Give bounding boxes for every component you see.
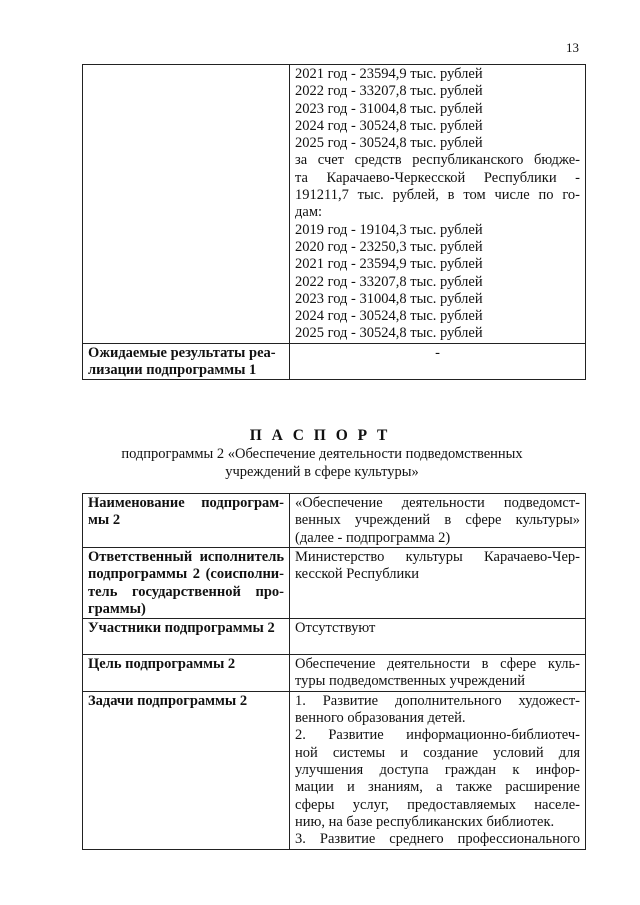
text-line: венного образования детей. — [295, 710, 466, 727]
text-line: сферы услуг, предоставляемых населе- — [295, 796, 580, 813]
table-row — [83, 691, 586, 849]
table-row — [83, 619, 586, 655]
text-line: подпрограммы 2 (соисполни- — [88, 566, 284, 583]
expected-results-value: - — [290, 343, 586, 380]
text-line: Наименование подпрограм- — [88, 495, 284, 511]
text-line: граммы) — [88, 600, 146, 617]
text-line: лизации подпрограммы 1 — [88, 362, 257, 379]
passport-table — [82, 493, 586, 850]
table-cell-label-empty — [83, 65, 290, 344]
funding-table-continued — [82, 64, 586, 380]
text-line: 2. Развитие информационно-библиотеч- — [295, 727, 580, 744]
funding-by-year-cell — [290, 65, 586, 344]
table-row — [83, 494, 586, 548]
text-line: «Обеспечение деятельности подведомст- — [295, 495, 580, 511]
text-line: 3. Развитие среднего профессионального — [295, 831, 580, 848]
text-line: 2022 год - 33207,8 тыс. рублей — [295, 83, 483, 100]
text-line: Ответственный исполнитель — [88, 549, 284, 565]
text-line: тель государственной про- — [88, 583, 284, 600]
text-line: дам: — [295, 204, 323, 221]
text-line: 2023 год - 31004,8 тыс. рублей — [295, 290, 483, 307]
table-row — [83, 548, 586, 619]
text-line: 2023 год - 31004,8 тыс. рублей — [295, 100, 483, 117]
passport-subtitle — [112, 446, 532, 481]
executor-value — [290, 548, 586, 619]
text-line: ной системы и создание условий для — [295, 744, 580, 761]
text-line: Ожидаемые результаты реа- — [88, 344, 276, 361]
text-line: 2019 год - 19104,3 тыс. рублей — [295, 221, 483, 238]
tasks-value — [290, 691, 586, 849]
subprogram-name-value — [290, 494, 586, 548]
text-line: 2021 год - 23594,9 тыс. рублей — [295, 256, 483, 273]
participants-value — [290, 619, 586, 655]
passport-title: П А С П О Р Т — [249, 427, 391, 444]
text-line: Участники подпрограммы 2 — [88, 620, 275, 637]
text-line: учреждений в сфере культуры» — [225, 463, 419, 480]
text-line: 2025 год - 30524,8 тыс. рублей — [295, 135, 483, 152]
table-row — [83, 65, 586, 344]
text-line: Обеспечение деятельности в сфере куль- — [295, 656, 580, 673]
text-line: 2024 год - 30524,8 тыс. рублей — [295, 308, 483, 325]
text-line: (далее - подпрограмма 2) — [295, 529, 451, 546]
text-line: 2025 год - 30524,8 тыс. рублей — [295, 325, 483, 342]
text-line: 2021 год - 23594,9 тыс. рублей — [295, 66, 483, 82]
text-line: 191211,7 тыс. рублей, в том числе по го- — [295, 187, 580, 204]
text-line: 2020 год - 23250,3 тыс. рублей — [295, 238, 483, 255]
text-line: 2022 год - 33207,8 тыс. рублей — [295, 273, 483, 290]
table-row — [83, 343, 586, 380]
text-line: нию, на базе республиканских библиотек. — [295, 813, 555, 830]
text-line: 1. Развитие дополнительного художест- — [295, 692, 580, 709]
table-row — [83, 655, 586, 692]
text-line: улучшения доступа граждан к инфор- — [295, 761, 580, 778]
text-line: туры подведомственных учреждений — [295, 673, 525, 690]
text-line: мы 2 — [88, 512, 121, 529]
text-line: 2024 год - 30524,8 тыс. рублей — [295, 117, 483, 134]
text-line: мации и знаниям, а также расширение — [295, 779, 580, 796]
text-line: Министерство культуры Карачаево-Чер- — [295, 549, 580, 565]
text-line: венных учреждений в сфере культуры» — [295, 512, 580, 529]
text-line: Отсутствуют — [295, 620, 376, 637]
text-line: за счет средств республиканского бюдже- — [295, 152, 580, 169]
page-number: 13 — [566, 40, 579, 55]
goal-label — [83, 655, 290, 692]
text-line: кесской Республики — [295, 566, 420, 583]
goal-value — [290, 655, 586, 692]
subprogram-name-label — [83, 494, 290, 548]
tasks-label — [83, 691, 290, 849]
text-line: Задачи подпрограммы 2 — [88, 692, 248, 709]
expected-results-label — [83, 343, 290, 380]
executor-label — [83, 548, 290, 619]
text-line: та Карачаево-Черкесской Республики - — [295, 169, 580, 186]
text-line: Цель подпрограммы 2 — [88, 656, 236, 673]
text-line: подпрограммы 2 «Обеспечение деятельности подведомственных — [121, 446, 523, 462]
participants-label — [83, 619, 290, 655]
